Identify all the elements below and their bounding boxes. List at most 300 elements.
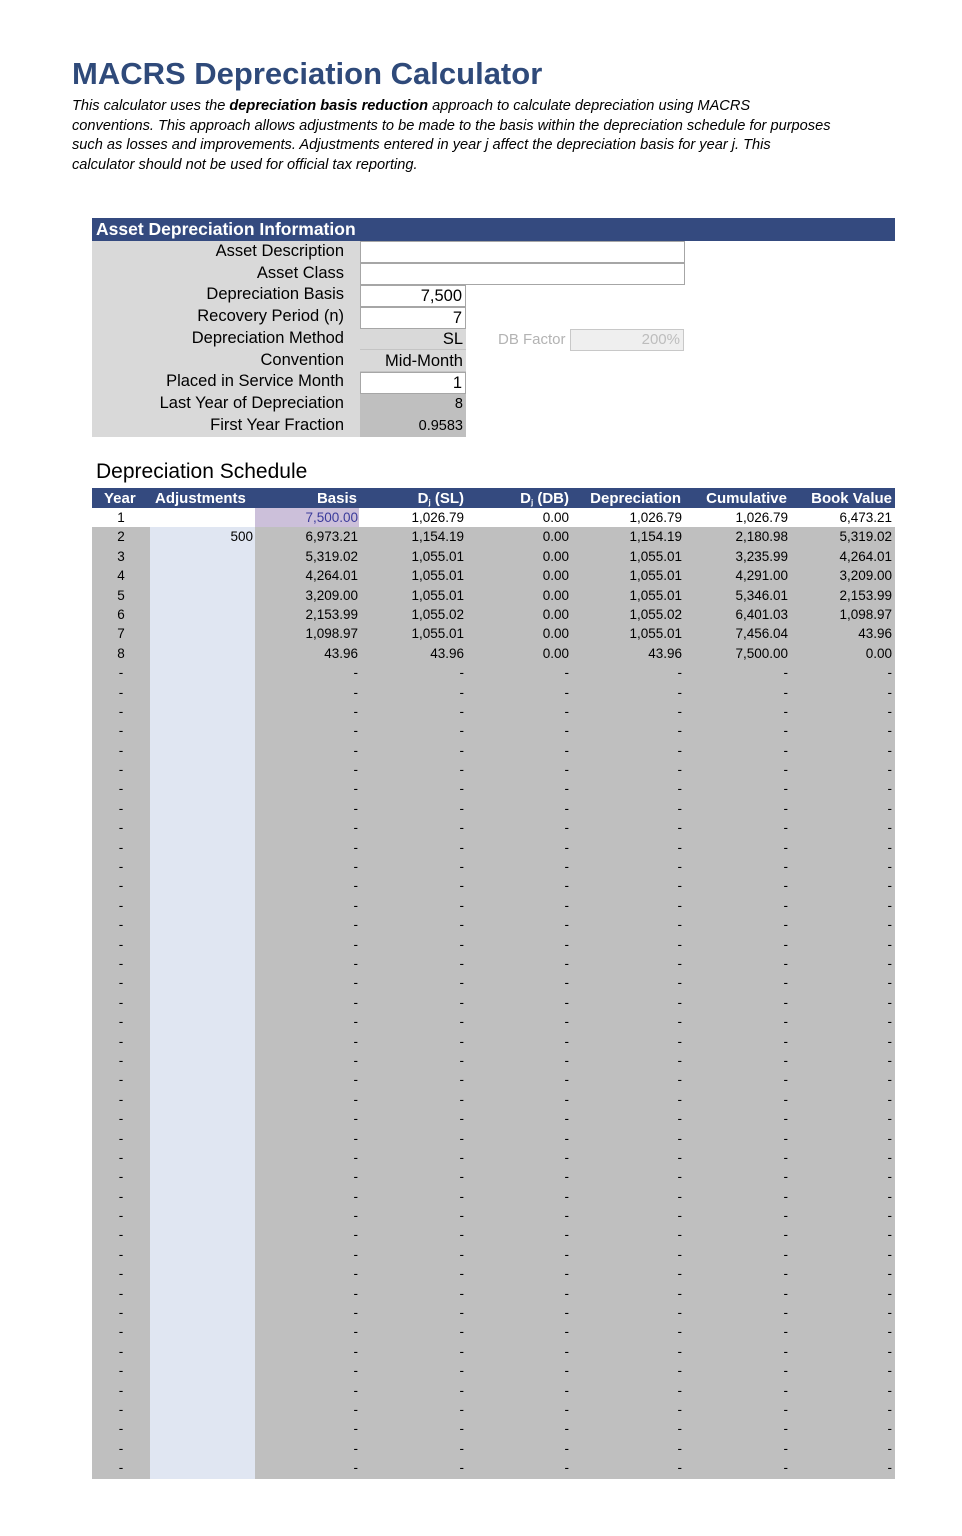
basis-cell: 7,500.00 bbox=[305, 510, 358, 525]
depreciation-cell: - bbox=[677, 955, 682, 971]
depreciation-cell: - bbox=[677, 762, 682, 778]
year-cell: - bbox=[118, 1169, 124, 1185]
basis-cell: - bbox=[353, 955, 358, 971]
depreciation-cell: - bbox=[677, 1324, 682, 1340]
depreciation-method-select[interactable]: SL bbox=[360, 329, 466, 350]
basis-cell: - bbox=[353, 878, 358, 894]
book-value-cell: - bbox=[887, 859, 892, 875]
dj-sl-cell: 1,026.79 bbox=[411, 510, 464, 525]
dj-db-cell: - bbox=[564, 1246, 569, 1262]
year-cell: - bbox=[118, 1382, 124, 1398]
dj-db-cell: - bbox=[564, 1363, 569, 1379]
dj-sl-cell: - bbox=[459, 1246, 464, 1262]
book-value-cell: - bbox=[887, 897, 892, 913]
cumulative-cell: - bbox=[783, 684, 788, 700]
book-value-cell: - bbox=[887, 1033, 892, 1049]
depreciation-cell: - bbox=[677, 1246, 682, 1262]
dj-sl-cell: - bbox=[459, 1460, 464, 1476]
depreciation-cell: - bbox=[677, 1169, 682, 1185]
book-value-cell: 1,098.97 bbox=[839, 606, 892, 622]
table-row-empty bbox=[92, 1245, 895, 1264]
depreciation-cell: 1,055.01 bbox=[629, 626, 682, 642]
year-cell: - bbox=[118, 1072, 124, 1088]
cumulative-cell: - bbox=[783, 1149, 788, 1165]
cumulative-cell: - bbox=[783, 878, 788, 894]
asset-class-input[interactable] bbox=[360, 263, 685, 285]
schedule-rows bbox=[92, 508, 895, 1478]
cumulative-cell: - bbox=[783, 1227, 788, 1243]
depreciation-cell: - bbox=[677, 665, 682, 681]
dj-db-cell: - bbox=[564, 1227, 569, 1243]
year-cell: - bbox=[118, 859, 124, 875]
year-cell: - bbox=[118, 1440, 124, 1456]
basis-cell: - bbox=[353, 897, 358, 913]
dj-db-cell: - bbox=[564, 1188, 569, 1204]
basis-cell: 43.96 bbox=[324, 645, 358, 661]
basis-cell: - bbox=[353, 936, 358, 952]
table-row bbox=[92, 624, 895, 643]
book-value-cell: - bbox=[887, 723, 892, 739]
depreciation-cell: - bbox=[677, 1382, 682, 1398]
depreciation-basis-label: Depreciation Basis bbox=[206, 285, 344, 304]
basis-cell: - bbox=[353, 1285, 358, 1301]
cumulative-cell: - bbox=[783, 665, 788, 681]
dj-sl-cell: - bbox=[459, 1227, 464, 1243]
basis-cell: 3,209.00 bbox=[305, 587, 358, 603]
header-adjustments: Adjustments bbox=[155, 490, 246, 507]
dj-sl-cell: - bbox=[459, 897, 464, 913]
year-cell: - bbox=[118, 1188, 124, 1204]
db-factor-label: DB Factor bbox=[498, 331, 566, 348]
depreciation-cell: - bbox=[677, 1111, 682, 1127]
header-dj-db-main: D bbox=[520, 490, 531, 507]
depreciation-cell: - bbox=[677, 1052, 682, 1068]
dj-sl-cell: 1,055.01 bbox=[411, 548, 464, 564]
cumulative-cell: - bbox=[783, 762, 788, 778]
dj-db-cell: - bbox=[564, 1324, 569, 1340]
basis-cell: - bbox=[353, 1401, 358, 1417]
book-value-cell: - bbox=[887, 781, 892, 797]
year-cell: - bbox=[118, 762, 124, 778]
depreciation-cell: - bbox=[677, 1343, 682, 1359]
dj-db-cell: - bbox=[564, 897, 569, 913]
dj-db-cell: - bbox=[564, 1149, 569, 1165]
year-cell: - bbox=[118, 1149, 124, 1165]
basis-cell: - bbox=[353, 1227, 358, 1243]
cumulative-cell: - bbox=[783, 1401, 788, 1417]
year-cell: - bbox=[118, 1227, 124, 1243]
cumulative-cell: 7,500.00 bbox=[735, 645, 788, 661]
asset-description-input[interactable] bbox=[360, 241, 685, 263]
dj-sl-cell: - bbox=[459, 1421, 464, 1437]
table-row-empty bbox=[92, 1322, 895, 1341]
dj-sl-cell: - bbox=[459, 1111, 464, 1127]
basis-cell: - bbox=[353, 1343, 358, 1359]
first-year-fraction-label: First Year Fraction bbox=[210, 415, 344, 434]
table-row-empty bbox=[92, 741, 895, 760]
basis-cell: 4,264.01 bbox=[305, 568, 358, 584]
dj-sl-cell: - bbox=[459, 762, 464, 778]
basis-cell: - bbox=[353, 1440, 358, 1456]
page-title: MACRS Depreciation Calculator bbox=[72, 56, 543, 91]
book-value-cell: - bbox=[887, 1382, 892, 1398]
basis-cell: - bbox=[353, 1266, 358, 1282]
table-row bbox=[92, 644, 895, 663]
book-value-cell: - bbox=[887, 839, 892, 855]
description-part1: This calculator uses the bbox=[72, 98, 230, 114]
year-cell: - bbox=[118, 1343, 124, 1359]
dj-sl-cell: 43.96 bbox=[430, 645, 464, 661]
dj-sl-cell: 1,055.01 bbox=[411, 626, 464, 642]
dj-sl-cell: 1,055.01 bbox=[411, 568, 464, 584]
dj-db-cell: - bbox=[564, 1305, 569, 1321]
depreciation-cell: - bbox=[677, 1305, 682, 1321]
book-value-cell: 2,153.99 bbox=[839, 587, 892, 603]
dj-db-cell: - bbox=[564, 1052, 569, 1068]
basis-cell: - bbox=[353, 723, 358, 739]
dj-db-cell: - bbox=[564, 839, 569, 855]
header-dj-sl-suffix: (SL) bbox=[430, 490, 464, 507]
dj-db-cell: 0.00 bbox=[542, 510, 569, 525]
table-row-empty bbox=[92, 1032, 895, 1051]
basis-cell: - bbox=[353, 1052, 358, 1068]
dj-sl-cell: - bbox=[459, 936, 464, 952]
book-value-cell: - bbox=[887, 703, 892, 719]
table-row-empty bbox=[92, 1361, 895, 1380]
depreciation-cell: - bbox=[677, 742, 682, 758]
depreciation-cell: - bbox=[677, 1266, 682, 1282]
year-cell: - bbox=[118, 975, 124, 991]
convention-label: Convention bbox=[260, 350, 344, 369]
year-cell: - bbox=[118, 955, 124, 971]
table-row-empty bbox=[92, 993, 895, 1012]
basis-cell: - bbox=[353, 1130, 358, 1146]
header-dj-sl-main: D bbox=[417, 490, 429, 507]
depreciation-cell: 1,026.79 bbox=[629, 510, 682, 525]
dj-sl-cell: 1,154.19 bbox=[411, 529, 464, 545]
table-row-empty bbox=[92, 721, 895, 740]
recovery-period-label: Recovery Period (n) bbox=[197, 307, 344, 326]
table-row-empty bbox=[92, 1419, 895, 1438]
depreciation-cell: - bbox=[677, 1033, 682, 1049]
year-cell: - bbox=[118, 1014, 124, 1030]
depreciation-cell: - bbox=[677, 839, 682, 855]
dj-db-cell: - bbox=[564, 1033, 569, 1049]
book-value-cell: - bbox=[887, 994, 892, 1010]
dj-db-cell: - bbox=[564, 1285, 569, 1301]
depreciation-cell: - bbox=[677, 703, 682, 719]
dj-db-cell: 0.00 bbox=[542, 606, 569, 622]
dj-sl-cell: - bbox=[459, 1266, 464, 1282]
cumulative-cell: - bbox=[783, 1111, 788, 1127]
book-value-cell: - bbox=[887, 1169, 892, 1185]
year-cell: 3 bbox=[117, 548, 125, 564]
basis-cell: - bbox=[353, 1188, 358, 1204]
depreciation-cell: - bbox=[677, 936, 682, 952]
depreciation-cell: - bbox=[677, 1440, 682, 1456]
dj-db-cell: - bbox=[564, 1208, 569, 1224]
basis-cell: - bbox=[353, 1111, 358, 1127]
placed-in-service-month-input[interactable]: 1 bbox=[360, 372, 466, 394]
cumulative-cell: - bbox=[783, 955, 788, 971]
depreciation-cell: - bbox=[677, 975, 682, 991]
depreciation-cell: 1,055.01 bbox=[629, 587, 682, 603]
year-cell: - bbox=[118, 1421, 124, 1437]
depreciation-cell: - bbox=[677, 917, 682, 933]
cumulative-cell: - bbox=[783, 1382, 788, 1398]
dj-sl-cell: - bbox=[459, 859, 464, 875]
dj-db-cell: - bbox=[564, 917, 569, 933]
depreciation-cell: - bbox=[677, 1208, 682, 1224]
cumulative-cell: - bbox=[783, 839, 788, 855]
dj-sl-cell: - bbox=[459, 1014, 464, 1030]
year-cell: - bbox=[118, 1130, 124, 1146]
dj-db-cell: 0.00 bbox=[542, 568, 569, 584]
year-cell: 2 bbox=[117, 529, 125, 545]
depreciation-cell: - bbox=[677, 800, 682, 816]
dj-sl-cell: - bbox=[459, 1130, 464, 1146]
dj-sl-cell: 1,055.02 bbox=[411, 606, 464, 622]
year-cell: - bbox=[118, 1111, 124, 1127]
table-row bbox=[92, 508, 895, 527]
dj-db-cell: - bbox=[564, 994, 569, 1010]
cumulative-cell: 4,291.00 bbox=[735, 568, 788, 584]
cumulative-cell: - bbox=[783, 1169, 788, 1185]
book-value-cell: 0.00 bbox=[865, 645, 892, 661]
depreciation-cell: - bbox=[677, 1227, 682, 1243]
basis-cell: 2,153.99 bbox=[305, 606, 358, 622]
book-value-cell: - bbox=[887, 1246, 892, 1262]
dj-sl-cell: - bbox=[459, 1401, 464, 1417]
depreciation-cell: 1,055.01 bbox=[629, 548, 682, 564]
book-value-cell: - bbox=[887, 1401, 892, 1417]
book-value-cell: - bbox=[887, 1266, 892, 1282]
cumulative-cell: - bbox=[783, 703, 788, 719]
dj-sl-cell: - bbox=[459, 994, 464, 1010]
table-row-empty bbox=[92, 779, 895, 798]
depreciation-cell: - bbox=[677, 897, 682, 913]
table-row-empty bbox=[92, 973, 895, 992]
dj-db-cell: 0.00 bbox=[542, 587, 569, 603]
depreciation-cell: - bbox=[677, 1149, 682, 1165]
table-row-empty bbox=[92, 663, 895, 682]
dj-sl-cell: - bbox=[459, 1324, 464, 1340]
dj-db-cell: - bbox=[564, 820, 569, 836]
cumulative-cell: - bbox=[783, 859, 788, 875]
recovery-period-input[interactable]: 7 bbox=[360, 307, 466, 329]
dj-db-cell: - bbox=[564, 742, 569, 758]
cumulative-cell: 5,346.01 bbox=[735, 587, 788, 603]
year-cell: 5 bbox=[117, 587, 125, 603]
depreciation-cell: - bbox=[677, 878, 682, 894]
dj-sl-cell: - bbox=[459, 684, 464, 700]
description-bold: depreciation basis reduction bbox=[229, 98, 429, 114]
convention-select[interactable]: Mid-Month bbox=[360, 350, 466, 372]
year-cell: - bbox=[118, 1401, 124, 1417]
cumulative-cell: - bbox=[783, 897, 788, 913]
cumulative-cell: - bbox=[783, 975, 788, 991]
cumulative-cell: 2,180.98 bbox=[735, 529, 788, 545]
year-cell: - bbox=[118, 897, 124, 913]
dj-db-cell: - bbox=[564, 859, 569, 875]
book-value-cell: - bbox=[887, 1285, 892, 1301]
cumulative-cell: - bbox=[783, 1440, 788, 1456]
dj-db-cell: 0.00 bbox=[542, 548, 569, 564]
dj-db-cell: - bbox=[564, 1401, 569, 1417]
book-value-cell: - bbox=[887, 1072, 892, 1088]
book-value-cell: - bbox=[887, 762, 892, 778]
table-row-empty bbox=[92, 896, 895, 915]
basis-cell: - bbox=[353, 994, 358, 1010]
cumulative-cell: - bbox=[783, 1208, 788, 1224]
book-value-cell: - bbox=[887, 820, 892, 836]
basis-cell: - bbox=[353, 1363, 358, 1379]
basis-cell: - bbox=[353, 1246, 358, 1262]
dj-db-cell: 0.00 bbox=[542, 529, 569, 545]
year-cell: - bbox=[118, 1033, 124, 1049]
depreciation-basis-input[interactable]: 7,500 bbox=[360, 285, 466, 307]
basis-cell: 5,319.02 bbox=[305, 548, 358, 564]
basis-cell: - bbox=[353, 762, 358, 778]
table-row-empty bbox=[92, 1148, 895, 1167]
basis-cell: - bbox=[353, 1072, 358, 1088]
depreciation-cell: 43.96 bbox=[648, 645, 682, 661]
book-value-cell: - bbox=[887, 1363, 892, 1379]
schedule-title: Depreciation Schedule bbox=[96, 460, 308, 483]
dj-sl-cell: - bbox=[459, 975, 464, 991]
dj-db-cell: - bbox=[564, 878, 569, 894]
cumulative-cell: - bbox=[783, 936, 788, 952]
dj-db-cell: - bbox=[564, 684, 569, 700]
book-value-cell: - bbox=[887, 1440, 892, 1456]
year-cell: 4 bbox=[117, 568, 125, 584]
year-cell: - bbox=[118, 800, 124, 816]
header-dj-sl bbox=[418, 488, 464, 508]
cumulative-cell: - bbox=[783, 1266, 788, 1282]
asset-info-label-panel bbox=[92, 241, 360, 437]
year-cell: - bbox=[118, 742, 124, 758]
book-value-cell: 6,473.21 bbox=[839, 510, 892, 525]
basis-cell: - bbox=[353, 1305, 358, 1321]
dj-sl-cell: - bbox=[459, 723, 464, 739]
description-part2: approach to calculate depreciation using MACRS conventions. This approach allows adjustments to be made to the basis within the depreciation schedule for purposes such as losses and improvements. Adjustments entered in year j affect the depreciation basis for year j. This calculator should not be used for official tax reporting. bbox=[72, 98, 831, 173]
book-value-cell: - bbox=[887, 800, 892, 816]
depreciation-cell: - bbox=[677, 1401, 682, 1417]
basis-cell: - bbox=[353, 859, 358, 875]
dj-db-cell: - bbox=[564, 936, 569, 952]
dj-db-cell: - bbox=[564, 1382, 569, 1398]
db-factor-input[interactable]: 200% bbox=[570, 329, 684, 351]
book-value-cell: - bbox=[887, 742, 892, 758]
table-row-empty bbox=[92, 818, 895, 837]
dj-db-cell: - bbox=[564, 1460, 569, 1476]
depreciation-cell: - bbox=[677, 1421, 682, 1437]
book-value-cell: - bbox=[887, 1305, 892, 1321]
cumulative-cell: 6,401.03 bbox=[735, 606, 788, 622]
year-cell: 6 bbox=[117, 606, 125, 622]
book-value-cell: - bbox=[887, 1324, 892, 1340]
basis-cell: - bbox=[353, 839, 358, 855]
depreciation-cell: - bbox=[677, 859, 682, 875]
depreciation-cell: 1,154.19 bbox=[629, 529, 682, 545]
book-value-cell: - bbox=[887, 1130, 892, 1146]
header-dj-db bbox=[520, 488, 569, 508]
basis-cell: - bbox=[353, 684, 358, 700]
book-value-cell: - bbox=[887, 1227, 892, 1243]
dj-sl-cell: - bbox=[459, 742, 464, 758]
dj-db-cell: - bbox=[564, 1421, 569, 1437]
book-value-cell: - bbox=[887, 1188, 892, 1204]
table-row-empty bbox=[92, 838, 895, 857]
cumulative-cell: - bbox=[783, 1305, 788, 1321]
dj-sl-cell: - bbox=[459, 1208, 464, 1224]
dj-sl-cell: - bbox=[459, 955, 464, 971]
cumulative-cell: - bbox=[783, 1460, 788, 1476]
table-row-empty bbox=[92, 799, 895, 818]
table-row-empty bbox=[92, 1090, 895, 1109]
cumulative-cell: - bbox=[783, 994, 788, 1010]
asset-class-label: Asset Class bbox=[256, 263, 344, 282]
basis-cell: - bbox=[353, 975, 358, 991]
depreciation-cell: - bbox=[677, 1460, 682, 1476]
table-row-empty bbox=[92, 1187, 895, 1206]
table-row-empty bbox=[92, 1070, 895, 1089]
header-year: Year bbox=[104, 490, 136, 507]
depreciation-method-label: Depreciation Method bbox=[191, 328, 344, 347]
table-row-empty bbox=[92, 1206, 895, 1225]
adjustment-cell[interactable]: 500 bbox=[230, 529, 253, 545]
dj-db-cell: 0.00 bbox=[542, 626, 569, 642]
cumulative-cell: - bbox=[783, 1188, 788, 1204]
dj-db-cell: - bbox=[564, 800, 569, 816]
year-cell: - bbox=[118, 820, 124, 836]
year-cell: - bbox=[118, 703, 124, 719]
cumulative-cell: - bbox=[783, 1033, 788, 1049]
dj-db-cell: 0.00 bbox=[542, 645, 569, 661]
dj-sl-cell: - bbox=[459, 1052, 464, 1068]
cumulative-cell: - bbox=[783, 1014, 788, 1030]
last-year-of-depreciation-label: Last Year of Depreciation bbox=[159, 393, 344, 412]
basis-cell: - bbox=[353, 917, 358, 933]
dj-db-cell: - bbox=[564, 1111, 569, 1127]
year-cell: - bbox=[118, 994, 124, 1010]
dj-sl-cell: - bbox=[459, 781, 464, 797]
year-cell: - bbox=[118, 1052, 124, 1068]
dj-db-cell: - bbox=[564, 1072, 569, 1088]
depreciation-cell: - bbox=[677, 723, 682, 739]
book-value-cell: 5,319.02 bbox=[839, 529, 892, 545]
table-row-empty bbox=[92, 915, 895, 934]
table-row-empty bbox=[92, 1051, 895, 1070]
basis-cell: - bbox=[353, 1091, 358, 1107]
book-value-cell: - bbox=[887, 1091, 892, 1107]
dj-sl-cell: 1,055.01 bbox=[411, 587, 464, 603]
cumulative-cell: - bbox=[783, 781, 788, 797]
table-row-empty bbox=[92, 1225, 895, 1244]
dj-sl-cell: - bbox=[459, 820, 464, 836]
book-value-cell: - bbox=[887, 917, 892, 933]
last-year-of-depreciation-value: 8 bbox=[360, 394, 466, 415]
table-row-empty bbox=[92, 1439, 895, 1458]
cumulative-cell: 1,026.79 bbox=[735, 510, 788, 525]
book-value-cell: - bbox=[887, 665, 892, 681]
table-row-empty bbox=[92, 876, 895, 895]
book-value-cell: - bbox=[887, 1460, 892, 1476]
year-cell: - bbox=[118, 917, 124, 933]
book-value-cell: - bbox=[887, 1111, 892, 1127]
basis-cell: - bbox=[353, 1324, 358, 1340]
table-row-empty bbox=[92, 1381, 895, 1400]
